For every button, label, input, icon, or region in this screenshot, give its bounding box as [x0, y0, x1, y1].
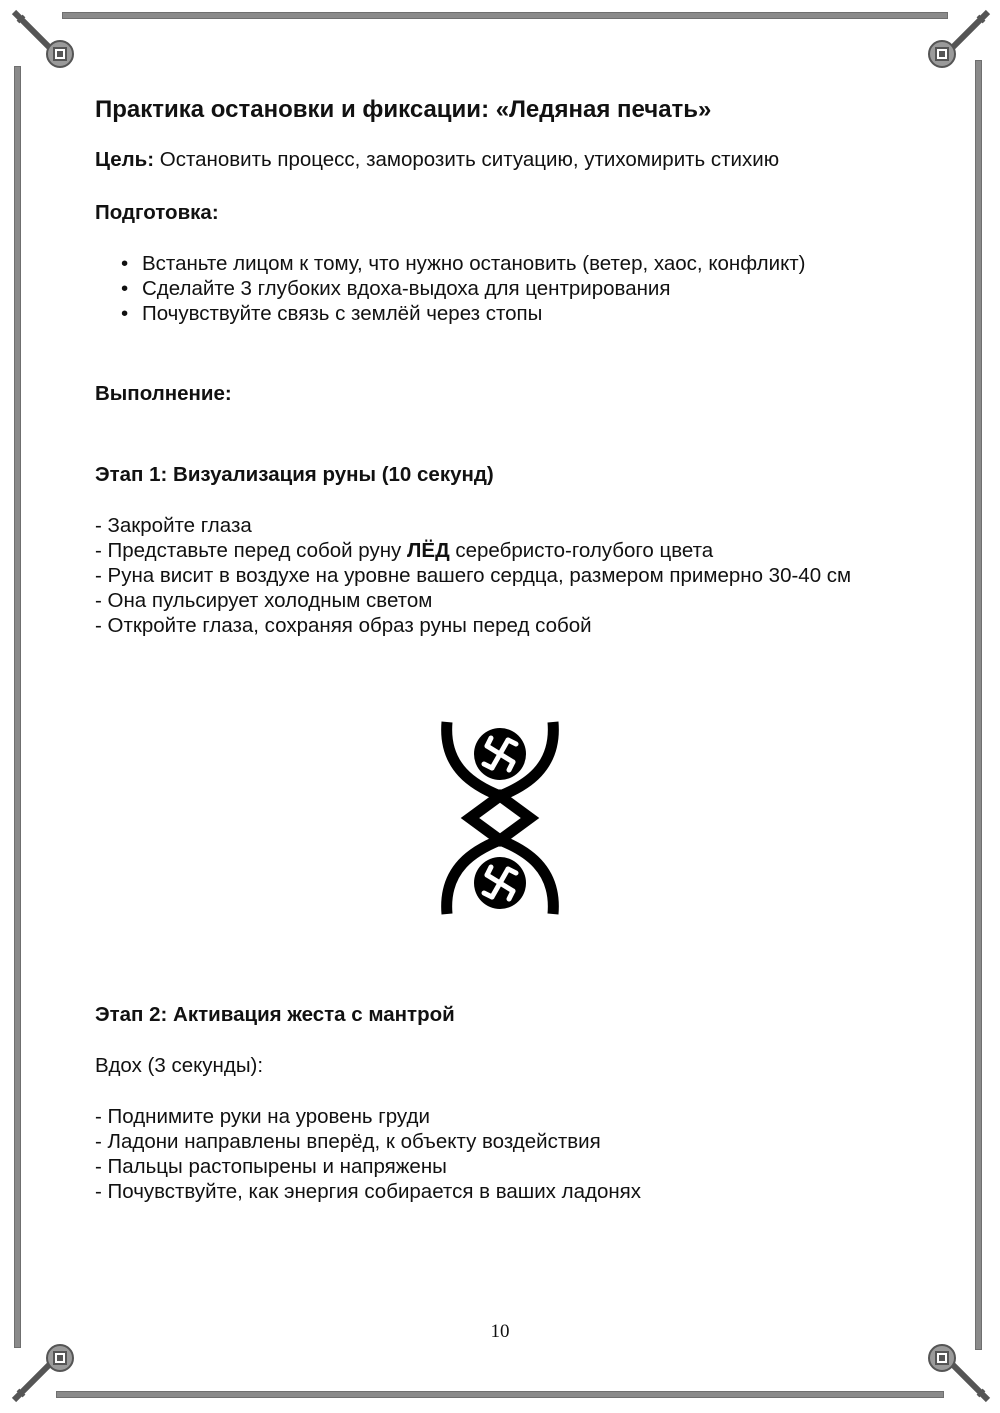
corner-key-ornament-icon — [920, 1332, 998, 1410]
corner-key-ornament-icon — [920, 2, 998, 80]
page-title: Практика остановки и фиксации: «Ледяная печать» — [95, 96, 712, 123]
list-item: • Сделайте 3 глубоких вдоха-выдоха для центрирования — [121, 276, 900, 301]
corner-key-ornament-icon — [4, 2, 82, 80]
step-line: - Ладони направлены вперёд, к объекту воздействия — [95, 1130, 601, 1153]
goal-label: Цель: — [95, 148, 155, 171]
step-line — [95, 538, 900, 563]
stage2-heading: Этап 2: Активация жеста с мантрой — [95, 1003, 455, 1026]
step-line: - Закройте глаза — [95, 514, 252, 537]
execution-heading: Выполнение: — [95, 382, 232, 405]
step-line: - Она пульсирует холодным светом — [95, 589, 433, 612]
frame-bottom-bar — [56, 1391, 944, 1398]
step-line: - Пальцы растопырены и напряжены — [95, 1155, 447, 1178]
preparation-list — [95, 251, 900, 326]
goal-text: Остановить процесс, заморозить ситуацию, утихомирить стихию — [154, 148, 780, 171]
step-line: - Почувствуйте, как энергия собирается в ваших ладонях — [95, 1180, 642, 1203]
frame-top-bar — [62, 12, 948, 19]
goal-line — [95, 147, 900, 172]
step-text: серебристо-голубого цвета — [449, 539, 714, 562]
corner-key-ornament-icon — [4, 1332, 82, 1410]
frame-left-bar — [14, 66, 21, 1348]
preparation-heading: Подготовка: — [95, 201, 219, 224]
stage1-heading: Этап 1: Визуализация руны (10 секунд) — [95, 463, 494, 486]
page-content — [95, 90, 900, 1204]
list-item: • Почувствуйте связь с землёй через стопы — [121, 301, 900, 326]
stage2-steps — [95, 1104, 900, 1204]
step-line: - Поднимите руки на уровень груди — [95, 1105, 430, 1128]
step-line: - Откройте глаза, сохраняя образ руны перед собой — [95, 614, 592, 637]
page-number: 10 — [490, 1321, 510, 1342]
frame-right-bar — [975, 60, 982, 1350]
rune-ice-icon — [435, 718, 565, 918]
rune-figure — [95, 638, 900, 1002]
list-item: • Встаньте лицом к тому, что нужно остановить (ветер, хаос, конфликт) — [121, 251, 900, 276]
step-text: - Представьте перед собой руну — [95, 539, 407, 562]
stage1-steps — [95, 513, 900, 638]
inhale-label: Вдох (3 секунды): — [95, 1054, 264, 1077]
step-line: - Руна висит в воздухе на уровне вашего сердца, размером примерно 30-40 см — [95, 564, 852, 587]
rune-name: ЛЁД — [406, 539, 450, 562]
